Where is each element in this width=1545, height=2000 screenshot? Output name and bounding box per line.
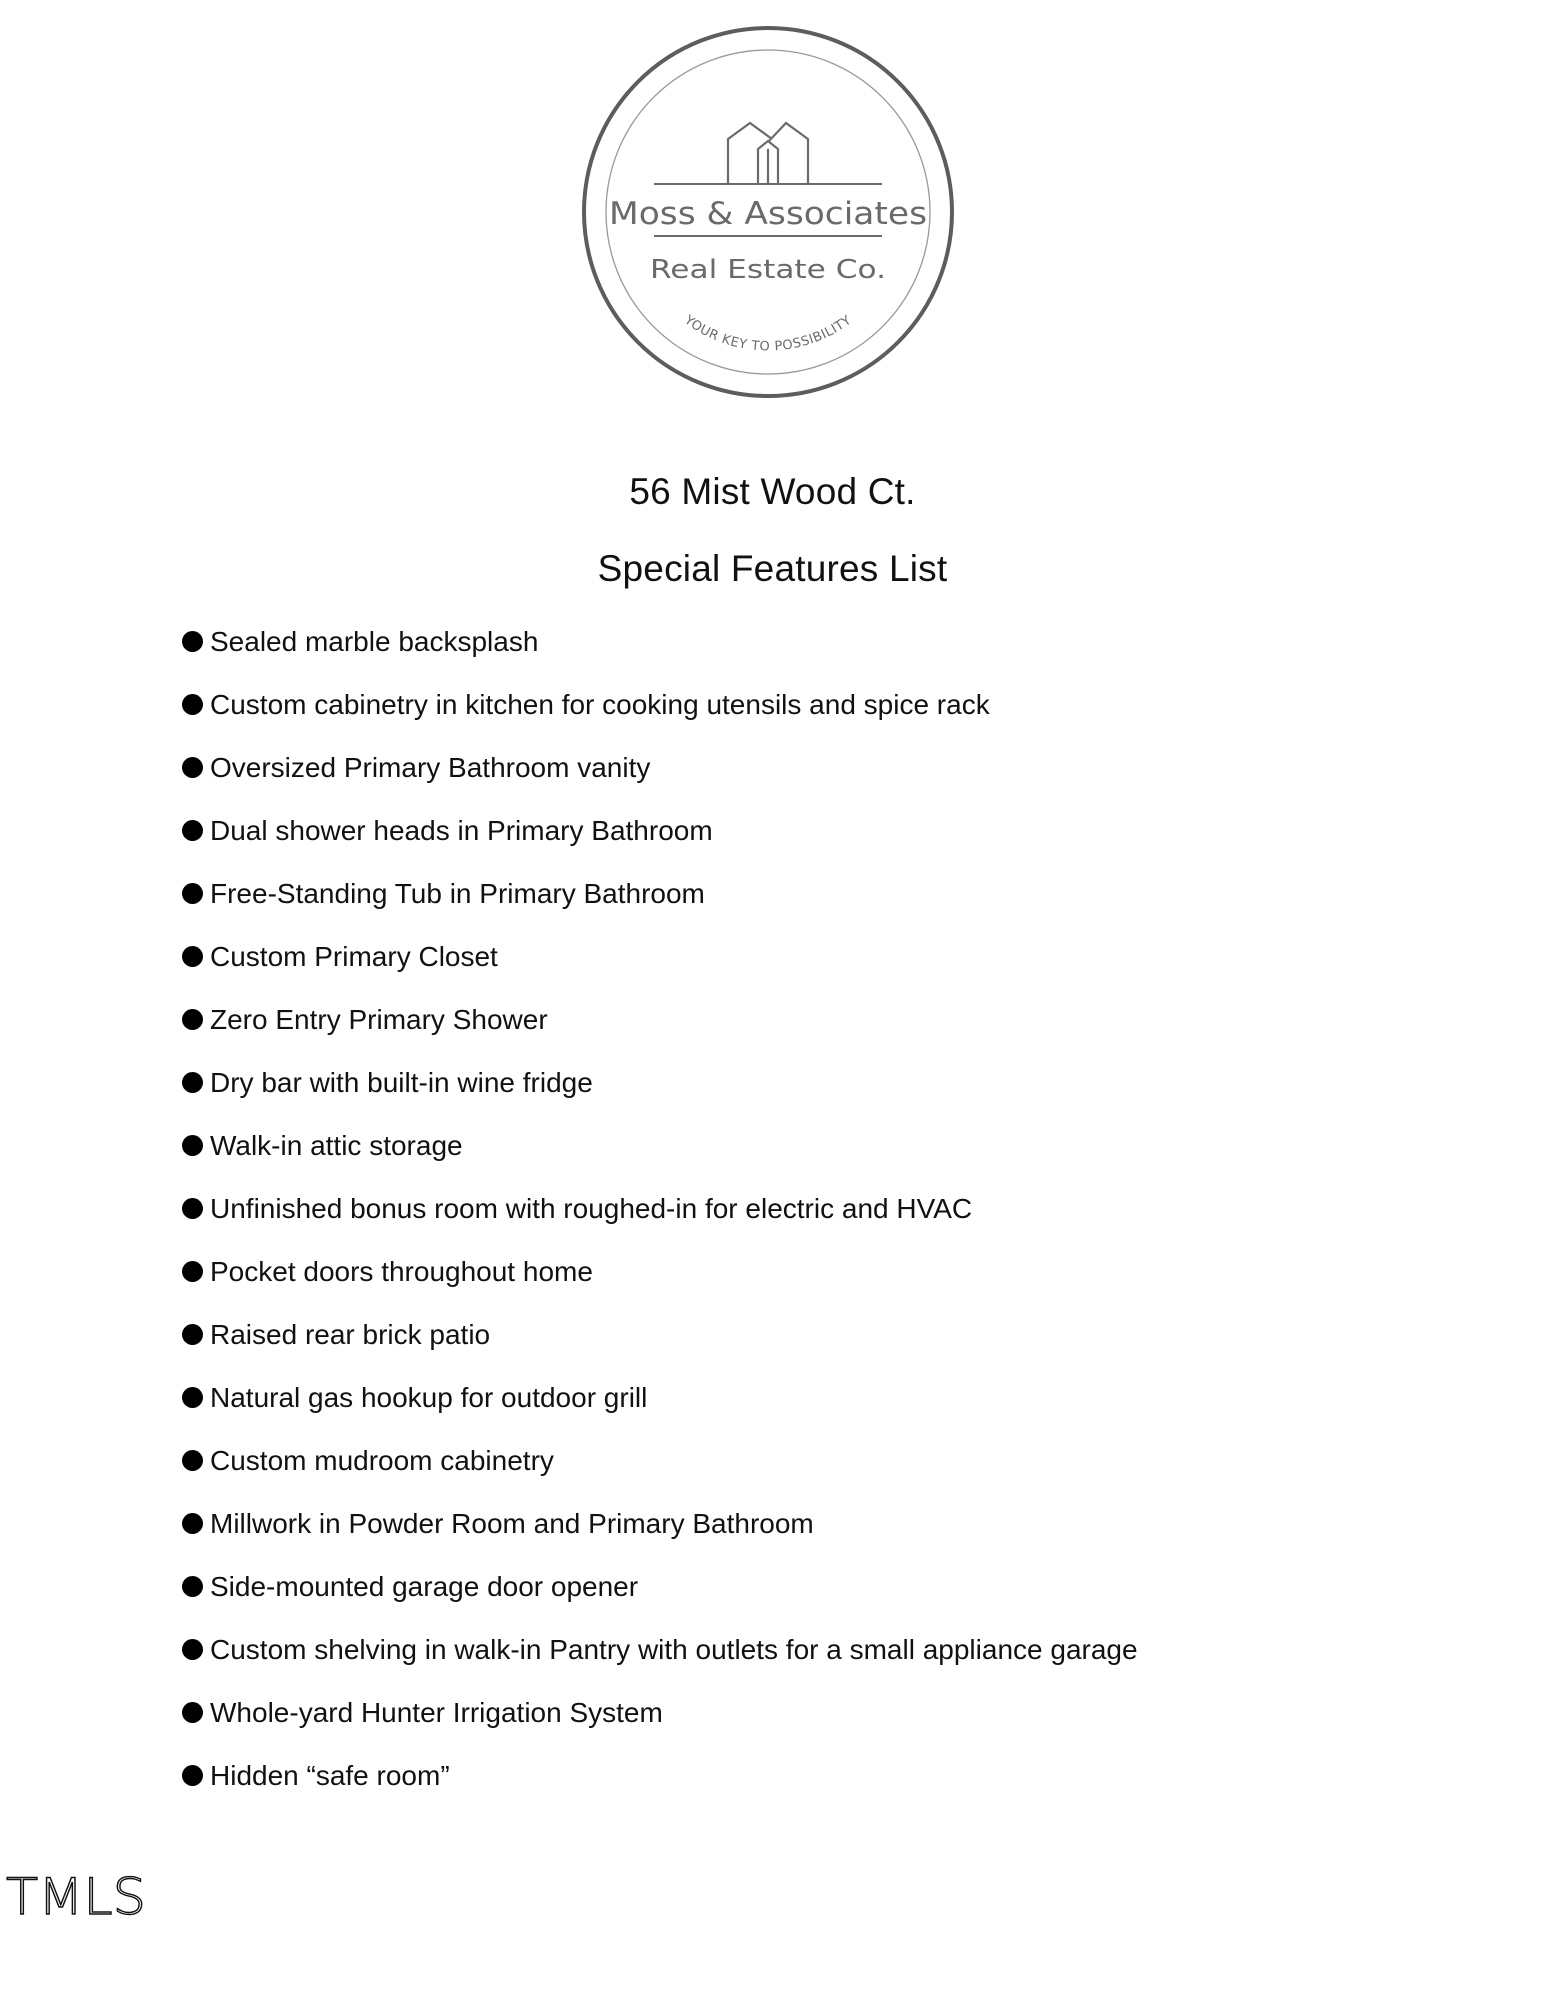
bullet-icon [182, 1576, 203, 1597]
logo-seal-icon [580, 24, 956, 400]
feature-text: Millwork in Powder Room and Primary Bathroom [210, 1508, 814, 1539]
list-item [182, 687, 1138, 750]
bullet-icon [182, 1324, 203, 1345]
feature-text: Raised rear brick patio [210, 1319, 491, 1350]
bullet-icon [182, 1009, 203, 1030]
bullet-icon [182, 631, 203, 652]
feature-text: Pocket doors throughout home [210, 1256, 593, 1287]
feature-text: Hidden “safe room” [210, 1760, 450, 1791]
house-icon [728, 123, 808, 184]
feature-list [182, 624, 1138, 1821]
list-item [182, 939, 1138, 1002]
feature-text: Custom mudroom cabinetry [210, 1445, 554, 1476]
list-item [182, 1695, 1138, 1758]
bullet-icon [182, 1198, 203, 1219]
feature-text: Natural gas hookup for outdoor grill [210, 1382, 648, 1413]
bullet-icon [182, 1261, 203, 1282]
list-item [182, 876, 1138, 939]
bullet-icon [182, 946, 203, 967]
list-item [182, 1254, 1138, 1317]
feature-text: Sealed marble backsplash [210, 626, 539, 657]
logo-tagline: YOUR KEY TO POSSIBILITY [681, 312, 855, 355]
list-item [182, 1632, 1138, 1695]
logo-company-type: Real Estate Co. [650, 255, 886, 285]
feature-text: Free-Standing Tub in Primary Bathroom [210, 878, 705, 909]
feature-text: Walk-in attic storage [210, 1130, 463, 1161]
list-item [182, 624, 1138, 687]
feature-text: Custom cabinetry in kitchen for cooking utensils and spice rack [210, 689, 990, 720]
list-item [182, 1002, 1138, 1065]
feature-text: Custom shelving in walk-in Pantry with outlets for a small appliance garage [210, 1634, 1138, 1665]
feature-text: Dry bar with built-in wine fridge [210, 1067, 593, 1098]
bullet-icon [182, 1702, 203, 1723]
bullet-icon [182, 1072, 203, 1093]
feature-text: Zero Entry Primary Shower [210, 1004, 548, 1035]
list-item [182, 1065, 1138, 1128]
list-item [182, 1443, 1138, 1506]
list-item [182, 1506, 1138, 1569]
bullet-icon [182, 1513, 203, 1534]
bullet-icon [182, 694, 203, 715]
feature-text: Custom Primary Closet [210, 941, 498, 972]
mls-watermark [6, 1872, 151, 1920]
list-item [182, 813, 1138, 876]
feature-text: Oversized Primary Bathroom vanity [210, 752, 651, 783]
bullet-icon [182, 1765, 203, 1786]
company-logo [580, 24, 956, 400]
feature-text: Side-mounted garage door opener [210, 1571, 639, 1602]
list-item [182, 1317, 1138, 1380]
bullet-icon [182, 1135, 203, 1156]
page-title: Special Features List [597, 548, 948, 589]
bullet-icon [182, 757, 203, 778]
feature-text: Unfinished bonus room with roughed-in for electric and HVAC [210, 1193, 973, 1224]
list-item [182, 750, 1138, 813]
list-item [182, 1191, 1138, 1254]
list-item [182, 1758, 1138, 1821]
bullet-icon [182, 820, 203, 841]
feature-text: Dual shower heads in Primary Bathroom [210, 815, 713, 846]
list-item [182, 1569, 1138, 1632]
property-address: 56 Mist Wood Ct. [629, 471, 916, 512]
mls-watermark-text: TMLS [6, 1872, 146, 1920]
feature-text: Whole-yard Hunter Irrigation System [210, 1697, 663, 1728]
mls-logo-icon [6, 1872, 151, 1920]
list-item [182, 1380, 1138, 1443]
bullet-icon [182, 1387, 203, 1408]
bullet-icon [182, 1639, 203, 1660]
logo-company-name: Moss & Associates [609, 196, 927, 232]
bullet-icon [182, 883, 203, 904]
bullet-icon [182, 1450, 203, 1471]
list-item [182, 1128, 1138, 1191]
